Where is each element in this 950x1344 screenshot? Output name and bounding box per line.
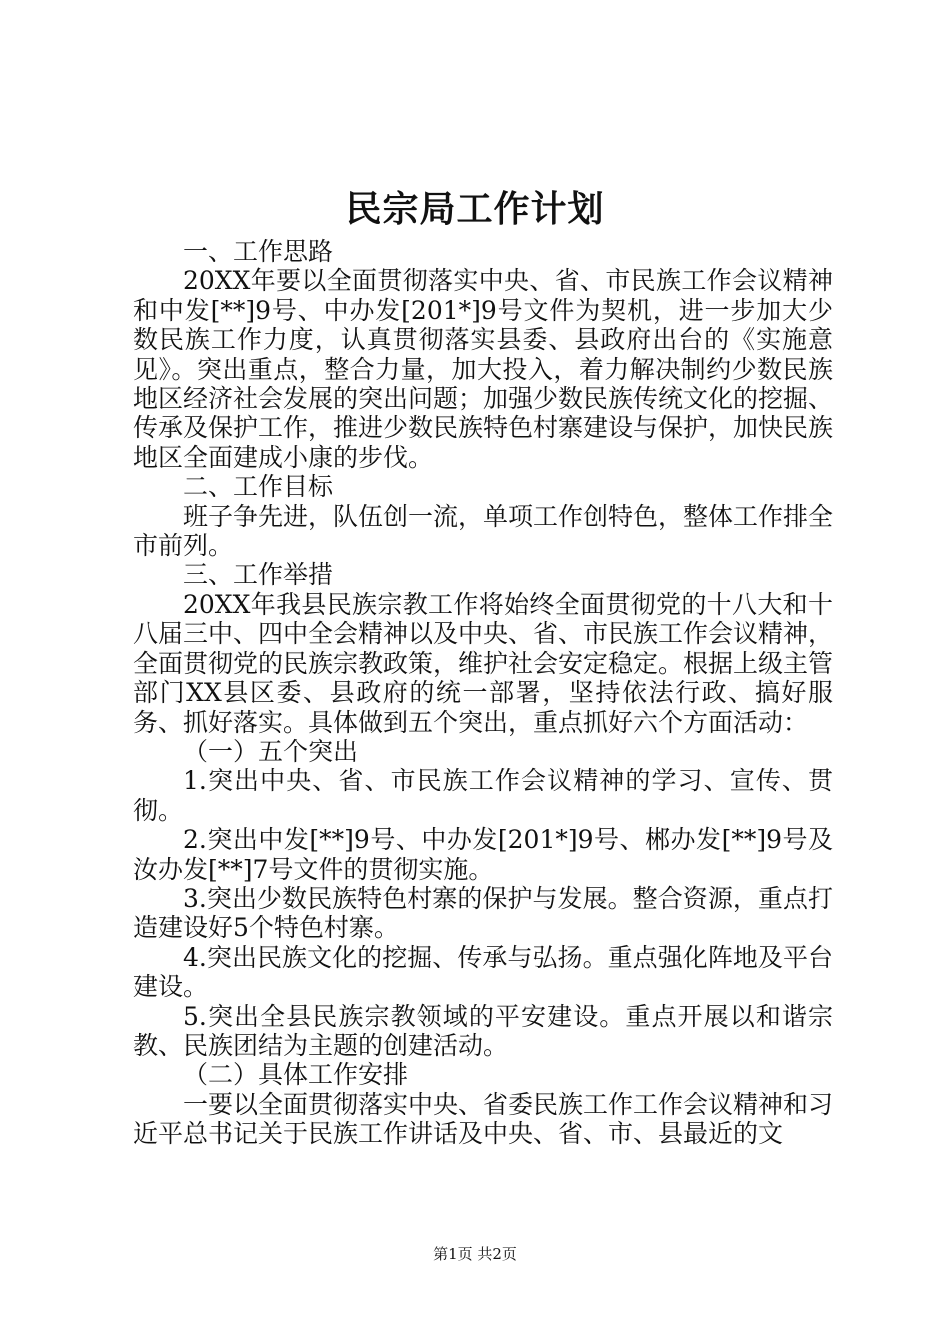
paragraph-goals: 班子争先进，队伍创一流，单项工作创特色，整体工作排全市前列。 [133,501,834,561]
section-heading-goals: 二、工作目标 [183,472,334,502]
paragraph-approach: 20XX年要以全面贯彻落实中央、省、市民族工作会议精神和中发[**]9号、中办发[201*]9号文件为契机，进一步加大少数民族工作力度，认真贯彻落实县委、县政府出台的《实施意见》。突出重点，整合力量，加大投入，着力解决制约少数民族地区经济社会发展的突出问题；加强少数民族传统文化的挖掘、传承及保护工作，推进少数民族特色村寨建设与保护，加快民族地区全面建成小康的步伐。 [133,266,834,472]
page-number-footer: 第1页 共2页 [433,1245,517,1263]
section-heading-approach: 一、工作思路 [183,237,334,266]
subsection-heading-five-highlights: （一）五个突出 [183,736,359,766]
paragraph-measures: 20XX年我县民族宗教工作将始终全面贯彻党的十八大和十八届三中、四中全会精神以及中央、省、市民族工作会议精神，全面贯彻党的民族宗教政策，维护社会安定稳定。根据上级主管部门XX县区委、县政府的统一部署，坚持依法行政、搞好服务、抓好落实。具体做到五个突出，重点抓好六个方面活动： [133,589,834,737]
list-item-highlight-2: 2.突出中发[**]9号、中办发[201*]9号、郴办发[**]9号及汝办发[**]7号文件的贯彻实施。 [133,825,833,884]
section-heading-measures: 三、工作举措 [183,560,334,590]
document-title: 民宗局工作计划 [345,188,605,230]
list-item-highlight-3: 3.突出少数民族特色村寨的保护与发展。整合资源，重点打造建设好5个特色村寨。 [133,883,833,943]
document-body [133,237,833,1149]
paragraph-arrangements: 一要以全面贯彻落实中央、省委民族工作工作会议精神和习近平总书记关于民族工作讲话及中央、省、市、县最近的文 [133,1089,834,1149]
list-item-highlight-5: 5.突出全县民族宗教领域的平安建设。重点开展以和谐宗教、民族团结为主题的创建活动。 [133,1001,833,1060]
list-item-highlight-4: 4.突出民族文化的挖掘、传承与弘扬。重点强化阵地及平台建设。 [133,942,833,1002]
subsection-heading-arrangements: （二）具体工作安排 [183,1060,409,1090]
list-item-highlight-1: 1.突出中央、省、市民族工作会议精神的学习、宣传、贯彻。 [133,766,833,825]
